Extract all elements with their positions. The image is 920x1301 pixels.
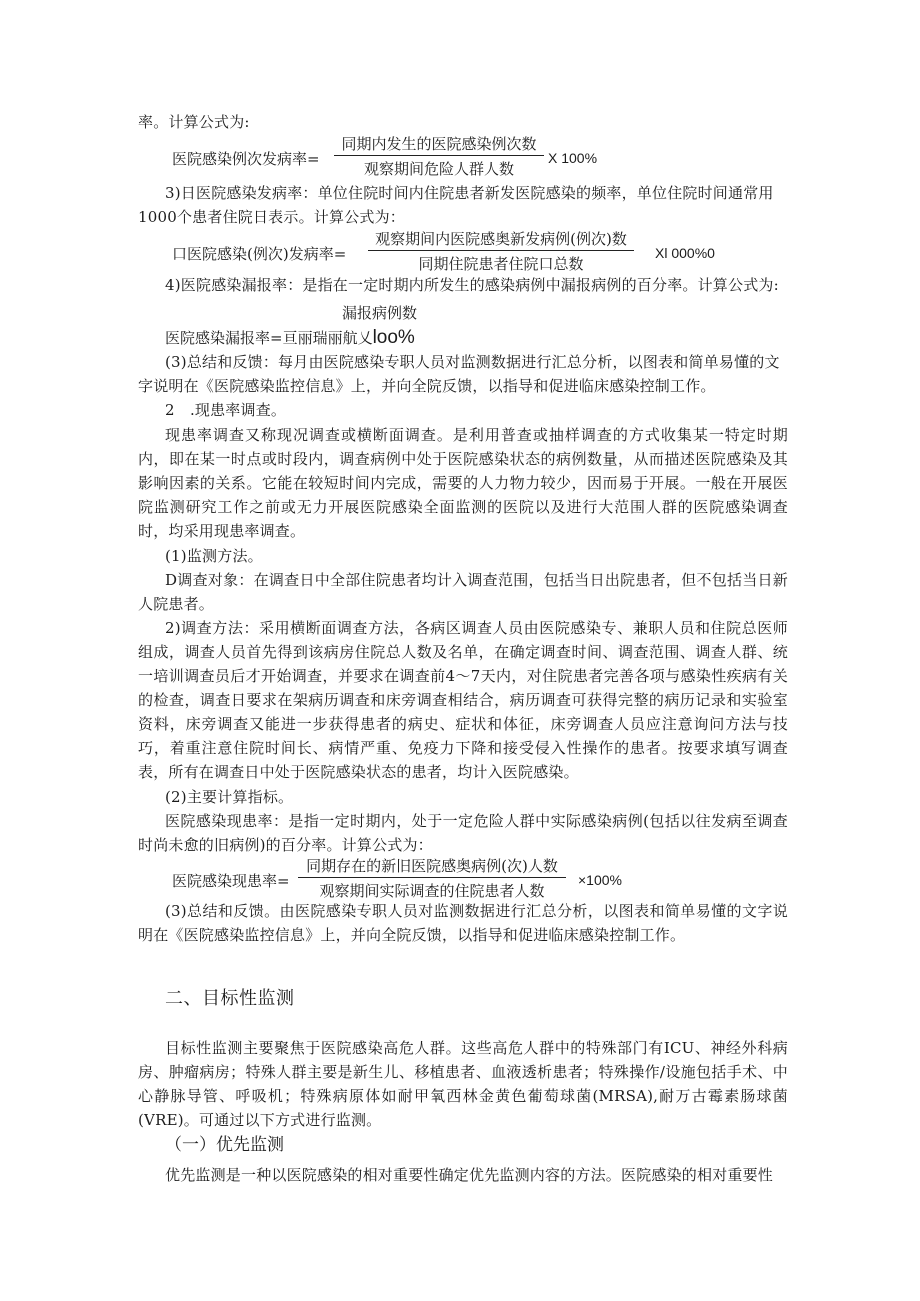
- fraction: [298, 855, 566, 901]
- formula-suffix: loo%: [372, 327, 415, 348]
- formula-numerator: 漏报病例数: [342, 304, 418, 322]
- fraction-denominator: 观察期间危险人群人数: [363, 160, 514, 178]
- formula-label: 口医院感染(例次)发病率=: [172, 245, 347, 263]
- text-line: 字说明在《医院感染监控信息》上，并向全院反馈，以指导和促进临床感染控制工作。: [138, 377, 716, 395]
- text-line: (3)总结和反馈：每月由医院感染专职人员对监测数据进行汇总分析，以图表和简单易懂的文: [165, 353, 780, 371]
- formula-suffix: Xl 000%0: [655, 245, 715, 261]
- formula-suffix: X 100%: [548, 150, 598, 166]
- fraction-numerator: 观察期间内医院感奥新发病例(例次)数: [368, 228, 634, 251]
- fraction-numerator: 同期存在的新旧医院感奥病例(次)人数: [298, 855, 566, 878]
- paragraph: 目标性监测主要聚焦于医院感染高危人群。这些高危人群中的特殊部门有ICU、神经外科病房、肿瘤病房；特殊人群主要是新生儿、移植患者、血液透析患者；特殊操作/设施包括手术、中心静脉导管、呼吸机；特殊病原体如耐甲氧西林金黄色葡萄球菌(MRSA),耐万古霉素肠球菌(VRE)。可通过以下方式进行监测。: [138, 1039, 788, 1129]
- fraction-numerator: 同期内发生的医院感染例次数: [334, 133, 544, 156]
- text-line: 4)医院感染漏报率：是指在一定时期内所发生的感染病例中漏报病例的百分率。计算公式为:: [165, 276, 779, 294]
- paragraph: (3)总结和反馈。由医院感染专职人员对监测数据进行汇总分析，以图表和简单易懂的文字说明在《医院感染监控信息》上，并向全院反馈，以指导和促进临床感染控制工作。: [138, 902, 788, 944]
- text-line: (1)监测方法。: [165, 547, 263, 565]
- fraction-denominator: 同期住院患者住院口总数: [418, 255, 584, 273]
- section-heading: 2 .现患率调查。: [165, 401, 287, 419]
- paragraph: 现患率调查又称现况调查或横断面调查。是利用普查或抽样调查的方式收集某一特定时期内，即在某一时点或时段内，调查病例中处于医院感染状态的病例数量，从而描述医院感染及其影响因素的关系。它能在较短时间内完成，需要的人力物力较少，因而易于开展。一般在开展医院监测研究工作之前或无力开展医院感染全面监测的医院以及进行大范围人群的医院感染调查时，均采用现患率调查。: [138, 426, 788, 540]
- formula-suffix: ×100%: [578, 872, 622, 888]
- subsection-title: （一）优先监测: [165, 1135, 284, 1155]
- fraction-denominator: 观察期间实际调查的住院患者人数: [319, 882, 545, 900]
- fraction: [368, 228, 634, 274]
- text-line: (2)主要计算指标。: [165, 788, 294, 806]
- formula-line: [165, 327, 415, 349]
- text-line: 优先监测是一种以医院感染的相对重要性确定优先监测内容的方法。医院感染的相对重要性: [165, 1166, 774, 1184]
- text-line: 3)日医院感染发病率：单位住院时间内住院患者新发医院感染的频率，单位住院时间通常用: [165, 184, 774, 202]
- paragraph: D调查对象：在调查日中全部住院患者均计入调查范围，包括当日出院患者，但不包括当日新人院患者。: [138, 571, 788, 613]
- paragraph: 医院感染现患率：是指一定时期内，处于一定危险人群中实际感染病例(包括以往发病至调查时尚未愈的旧病例)的百分率。计算公式为：: [138, 812, 788, 854]
- fraction: [334, 133, 544, 179]
- paragraph: 2)调查方法：采用横断面调查方法，各病区调查人员由医院感染专、兼职人员和住院总医师组成，调查人员首先得到该病房住院总人数及名单，在确定调查时间、调查范围、调查人群、统一培训调查员后才开始调查，并要求在调查前4～7天内，对住院患者完善各项与感染性疾病有关的检查，调查日要求在架病历调查和床旁调查相结合，病历调查可获得完整的病历记录和实验室资料，床旁调查又能进一步获得患者的病史、症状和体征，床旁调查人员应注意询问方法与技巧，着重注意住院时间长、病情严重、免疫力下降和接受侵入性操作的患者。按要求填写调查表，所有在调查日中处于医院感染状态的患者，均计入医院感染。: [138, 619, 788, 781]
- formula-label: 医院感染现患率=: [172, 872, 290, 890]
- formula-label: 医院感染漏报率=亘丽瑞丽航乂: [165, 329, 373, 347]
- text-line: 率。计算公式为:: [138, 113, 250, 131]
- formula-label: 医院感染例次发病率=: [172, 150, 320, 168]
- section-title: 二、目标性监测: [165, 988, 295, 1009]
- text-line: 1000个患者住院日表示。计算公式为：: [138, 208, 405, 226]
